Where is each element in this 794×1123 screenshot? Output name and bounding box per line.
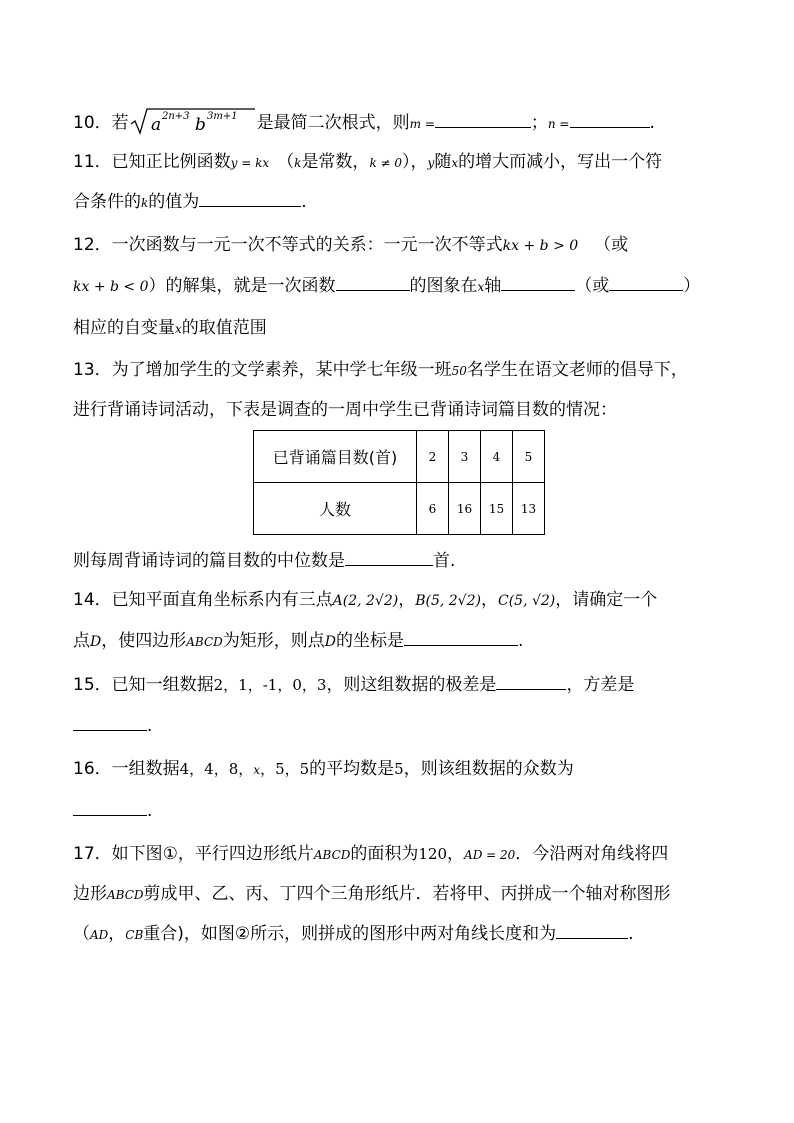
table-row (254, 431, 545, 483)
answer-blank-axis-1[interactable] (501, 274, 575, 291)
answer-blank-point-d[interactable] (404, 629, 518, 646)
answer-blank-diagonals[interactable] (556, 922, 628, 939)
question-17-line-3: （AD，CB重合)，如图②所示，则拼成的图形中两对角线长度和为 . (73, 924, 634, 944)
question-15-line-1: 15．已知一组数据2，1，-1，0，3，则这组数据的极差是 ，方差是 (73, 675, 635, 695)
question-16-line-2: . (73, 799, 152, 823)
question-12-line-1: 12．一次函数与一元一次不等式的关系：一元一次不等式kx + b > 0 （或 (73, 235, 629, 255)
question-10: 10．若 a 2n+3 b 3m+1 是最简二次根式，则m = ；n = . (73, 106, 655, 136)
answer-blank-function[interactable] (336, 274, 410, 291)
data-set: 2，1，-1，0，3 (213, 676, 327, 694)
question-12-line-2: kx + b < 0）的解集，就是一次函数 的图象在x轴 （或 ） (73, 276, 701, 296)
k-not-zero: k ≠ 0 (369, 156, 403, 170)
table-cell: 3 (449, 431, 481, 483)
table-cell: 15 (481, 483, 513, 535)
answer-blank-range[interactable] (496, 673, 566, 690)
table-row (254, 483, 545, 535)
inequality-greater: kx + b > 0 (502, 238, 579, 254)
svg-text:a: a (150, 115, 161, 135)
question-13-line-2: 进行背诵诗词活动，下表是调查的一周中学生已背诵诗词篇目数的情况： (73, 400, 617, 420)
table-cell: 4 (481, 431, 513, 483)
svg-text:2n+3: 2n+3 (161, 111, 190, 122)
table-cell: 16 (449, 483, 481, 535)
question-16-line-1: 16．一组数据4，4，8，x，5，5的平均数是5，则该组数据的众数为 (73, 759, 574, 779)
answer-blank-k[interactable] (199, 190, 301, 207)
point-c: C(5, √2) (497, 593, 556, 609)
point-a: A(2, 2√2) (332, 593, 399, 609)
function-y-kx: y = kx (230, 156, 270, 170)
answer-blank-m[interactable] (435, 111, 531, 128)
table-cell: 5 (513, 431, 545, 483)
question-15-line-2: . (73, 714, 152, 738)
question-13-answer-line: 则每周背诵诗词的篇目数的中位数是 首. (73, 551, 456, 571)
question-12-line-3: 相应的自变量x的取值范围 (73, 318, 267, 338)
point-b: B(5, 2√2) (415, 593, 481, 609)
question-17-line-2: 边形ABCD剪成甲、乙、丙、丁四个三角形纸片．若将甲、丙拼成一个轴对称图形 (73, 884, 671, 904)
poems-table (253, 430, 545, 535)
question-13-line-1: 13．为了增加学生的文学素养，某中学七年级一班50名学生在语文老师的倡导下， (73, 360, 688, 380)
n-label: n = (547, 117, 570, 131)
table-header-poems: 已背诵篇目数(首) (254, 431, 417, 483)
radical-sign-icon (129, 106, 257, 136)
radical-expression (129, 106, 257, 136)
table-header-count: 人数 (254, 483, 417, 535)
question-14-line-1: 14．已知平面直角坐标系内有三点A(2, 2√2)，B(5, 2√2)，C(5, √2)，请确定一个 (73, 590, 658, 610)
question-17-line-1: 17．如下图①，平行四边形纸片ABCD的面积为120，AD = 20．今沿两对角线将四 (73, 844, 669, 864)
answer-blank-variance[interactable] (73, 714, 147, 731)
question-14-line-2: 点D，使四边形ABCD为矩形，则点D的坐标是 . (73, 631, 524, 651)
table-cell: 2 (417, 431, 449, 483)
question-10-number: 10．若 (73, 113, 129, 133)
inequality-less: kx + b < 0 (73, 279, 149, 295)
answer-blank-axis-2[interactable] (609, 274, 683, 291)
table-cell: 13 (513, 483, 545, 535)
answer-blank-n[interactable] (570, 111, 650, 128)
answer-blank-median[interactable] (345, 549, 433, 566)
table-cell: 6 (417, 483, 449, 535)
answer-blank-mode[interactable] (73, 799, 147, 816)
m-label: m = (409, 117, 435, 131)
question-11-line-1: 11．已知正比例函数y = kx （k是常数，k ≠ 0），y随x的增大而减小，写出一个符 (73, 152, 663, 172)
svg-text:b: b (194, 115, 206, 135)
question-11-line-2: 合条件的k的值为 . (73, 192, 307, 212)
svg-text:3m+1: 3m+1 (206, 111, 238, 122)
